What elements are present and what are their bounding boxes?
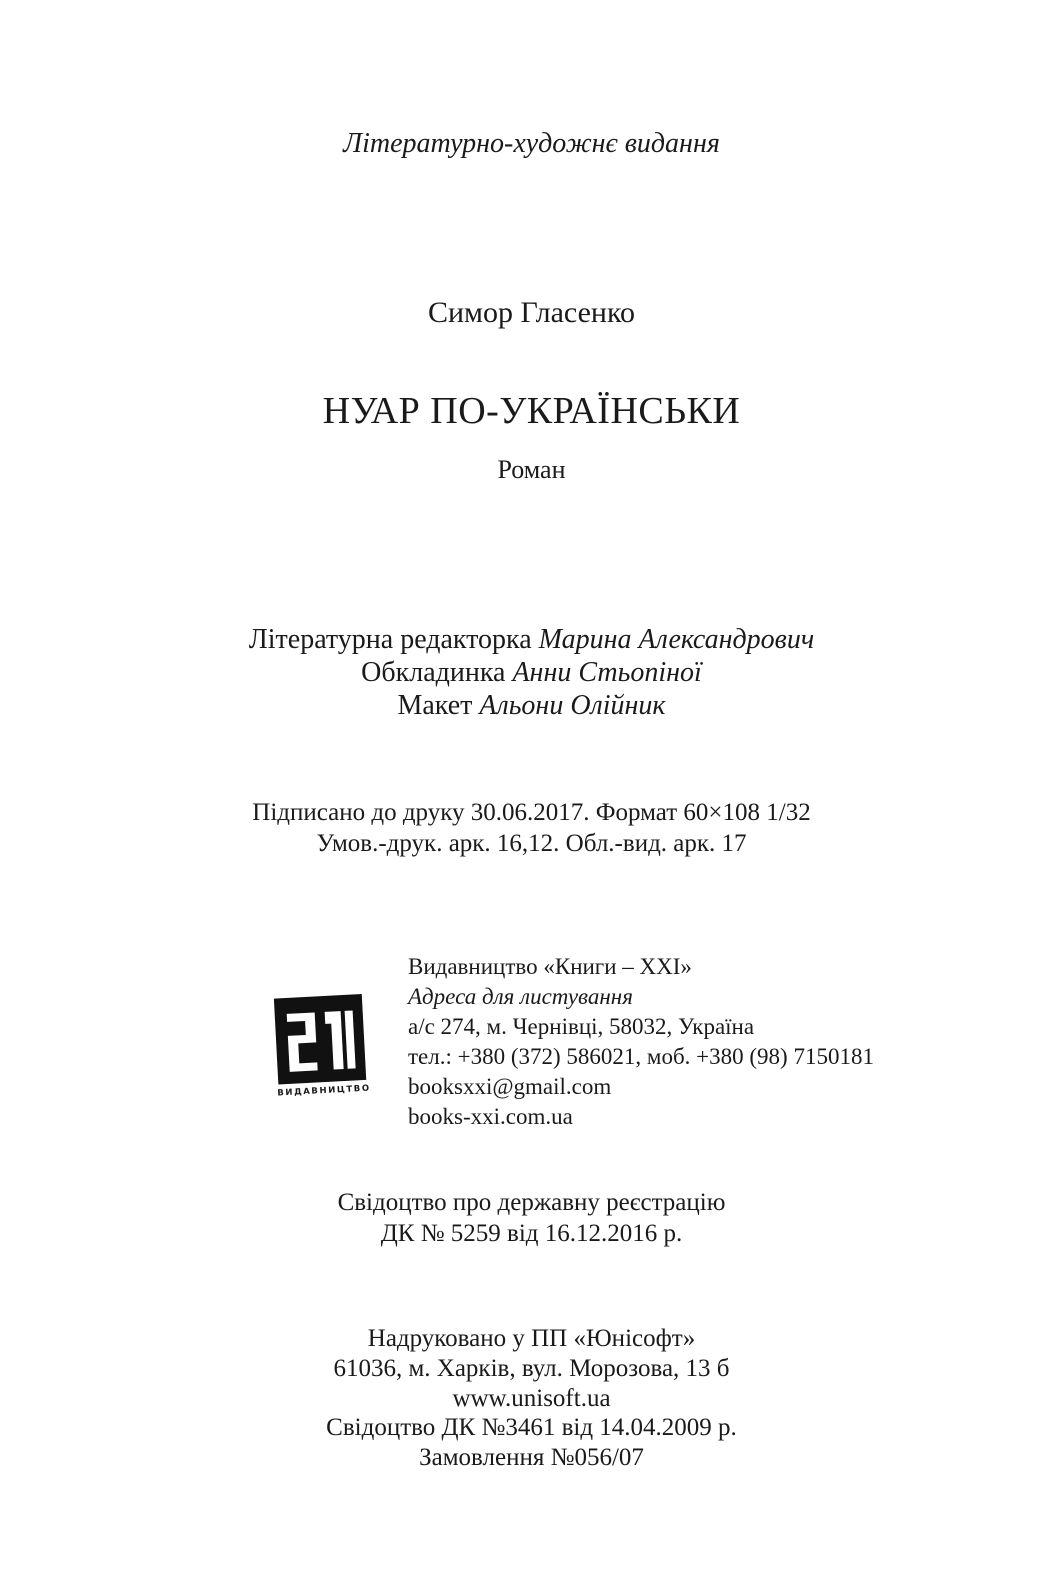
printer-line: Надруковано у ПП «Юнісофт» xyxy=(367,1325,696,1352)
publisher-phone: тел.: +380 (372) 586021, моб. +380 (98) 7150181 xyxy=(408,1044,874,1069)
credit-cover-role: Обкладинка xyxy=(361,657,506,688)
printer-line: 61036, м. Харків, вул. Морозова, 13 б xyxy=(333,1355,730,1382)
printer-line: Свідоцтво ДК №3461 від 14.04.2009 р. xyxy=(326,1414,737,1441)
registration-line: Свідоцтво про державну реєстрацію xyxy=(337,1189,726,1216)
publisher-block xyxy=(408,952,874,1132)
publisher-logo-icon xyxy=(272,990,376,1102)
registration-line: ДК № 5259 від 16.12.2016 р. xyxy=(380,1220,683,1247)
author-name: Симор Гласенко xyxy=(427,296,636,329)
book-genre: Роман xyxy=(497,455,566,484)
printer-order: Замовлення №056/07 xyxy=(419,1444,644,1471)
publisher-website: books-xxi.com.ua xyxy=(408,1104,573,1129)
credit-layout-name: Альони Олійник xyxy=(479,690,666,721)
credit-layout-role: Макет xyxy=(397,690,473,721)
publisher-address: а/с 274, м. Чернівці, 58032, Україна xyxy=(408,1014,755,1039)
publisher-logo-caption: ВИДАВНИЦТВО xyxy=(277,1083,371,1099)
edition-type: Літературно-художнє видання xyxy=(343,128,720,159)
publisher-email: booksxxi@gmail.com xyxy=(408,1074,612,1099)
printer-website: www.unisoft.ua xyxy=(452,1385,611,1412)
book-title: НУАР ПО-УКРАЇНСЬКИ xyxy=(322,390,741,432)
credit-editor-role: Літературна редакторка xyxy=(248,624,532,655)
credit-cover xyxy=(0,659,1063,687)
credit-layout xyxy=(0,692,1063,720)
print-info-line: Умов.-друк. арк. 16,12. Обл.-вид. арк. 17 xyxy=(316,830,747,857)
credit-cover-name: Анни Стьопіної xyxy=(512,657,702,688)
credit-editor-name: Марина Александрович xyxy=(538,624,815,655)
publisher-name: Видавництво «Книги – XXI» xyxy=(408,954,692,979)
print-info-line: Підписано до друку 30.06.2017. Формат 60×108 1/32 xyxy=(252,799,811,826)
publisher-address-label: Адреса для листування xyxy=(408,984,633,1009)
credit-editor xyxy=(0,626,1063,654)
